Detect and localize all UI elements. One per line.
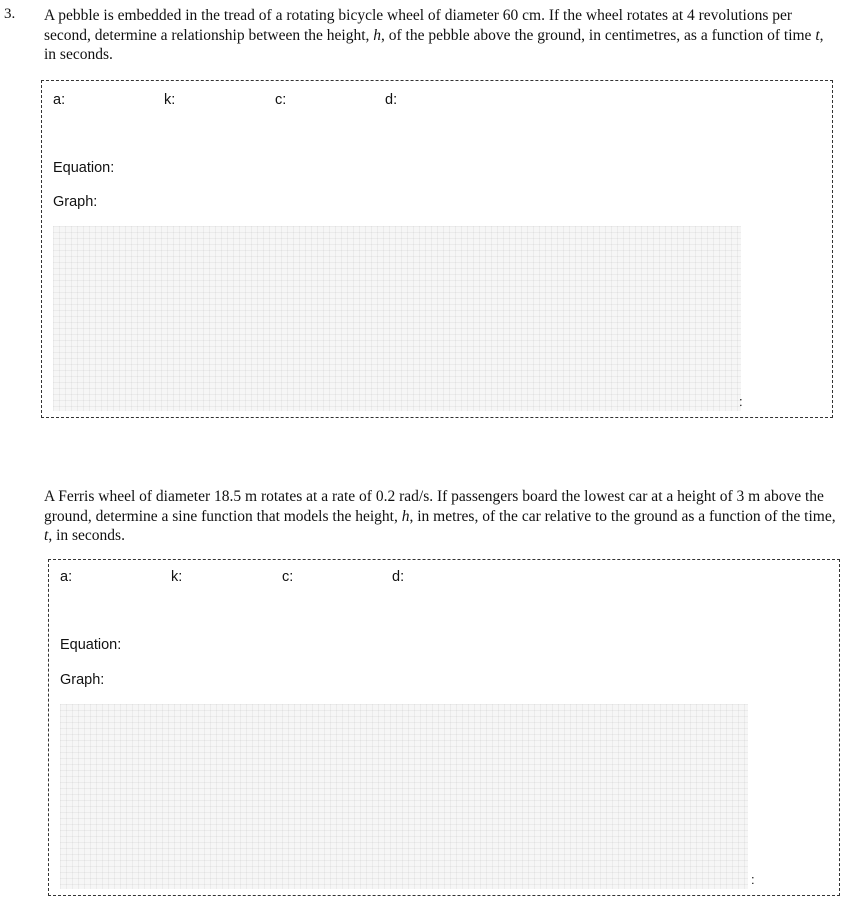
label-d: d: xyxy=(392,569,405,585)
label-graph: Graph: xyxy=(53,194,98,210)
label-k: k: xyxy=(171,569,183,585)
label-a: a: xyxy=(60,569,73,585)
label-k: k: xyxy=(164,92,176,108)
label-equation: Equation: xyxy=(60,637,122,653)
problem-2-statement: A Ferris wheel of diameter 18.5 m rotates at a rate of 0.2 rad/s. If passengers board the lowest car at a height of 3 m above the ground, determine a sine function that models the height, h, in metres, of the car relative to the ground as a function of the time, t, in seconds. xyxy=(44,488,836,544)
label-a: a: xyxy=(53,92,66,108)
problem-1-statement: A pebble is embedded in the tread of a rotating bicycle wheel of diameter 60 cm. If the wheel rotates at 4 revolutions per second, determine a relationship between the height, h, of the pebble above the ground, in centimetres, as a function of time t, in seconds. xyxy=(44,7,824,63)
answer-box-2 xyxy=(48,559,840,896)
label-graph: Graph: xyxy=(60,672,105,688)
answer-box-1 xyxy=(41,80,833,418)
label-c: c: xyxy=(275,92,287,108)
label-equation: Equation: xyxy=(53,160,115,176)
end-marker: : xyxy=(739,394,743,409)
label-c: c: xyxy=(282,569,294,585)
graph-grid-2 xyxy=(60,704,748,889)
label-d: d: xyxy=(385,92,398,108)
graph-grid-1 xyxy=(53,226,741,411)
question-number: 3. xyxy=(4,6,16,22)
end-marker: : xyxy=(751,872,755,887)
